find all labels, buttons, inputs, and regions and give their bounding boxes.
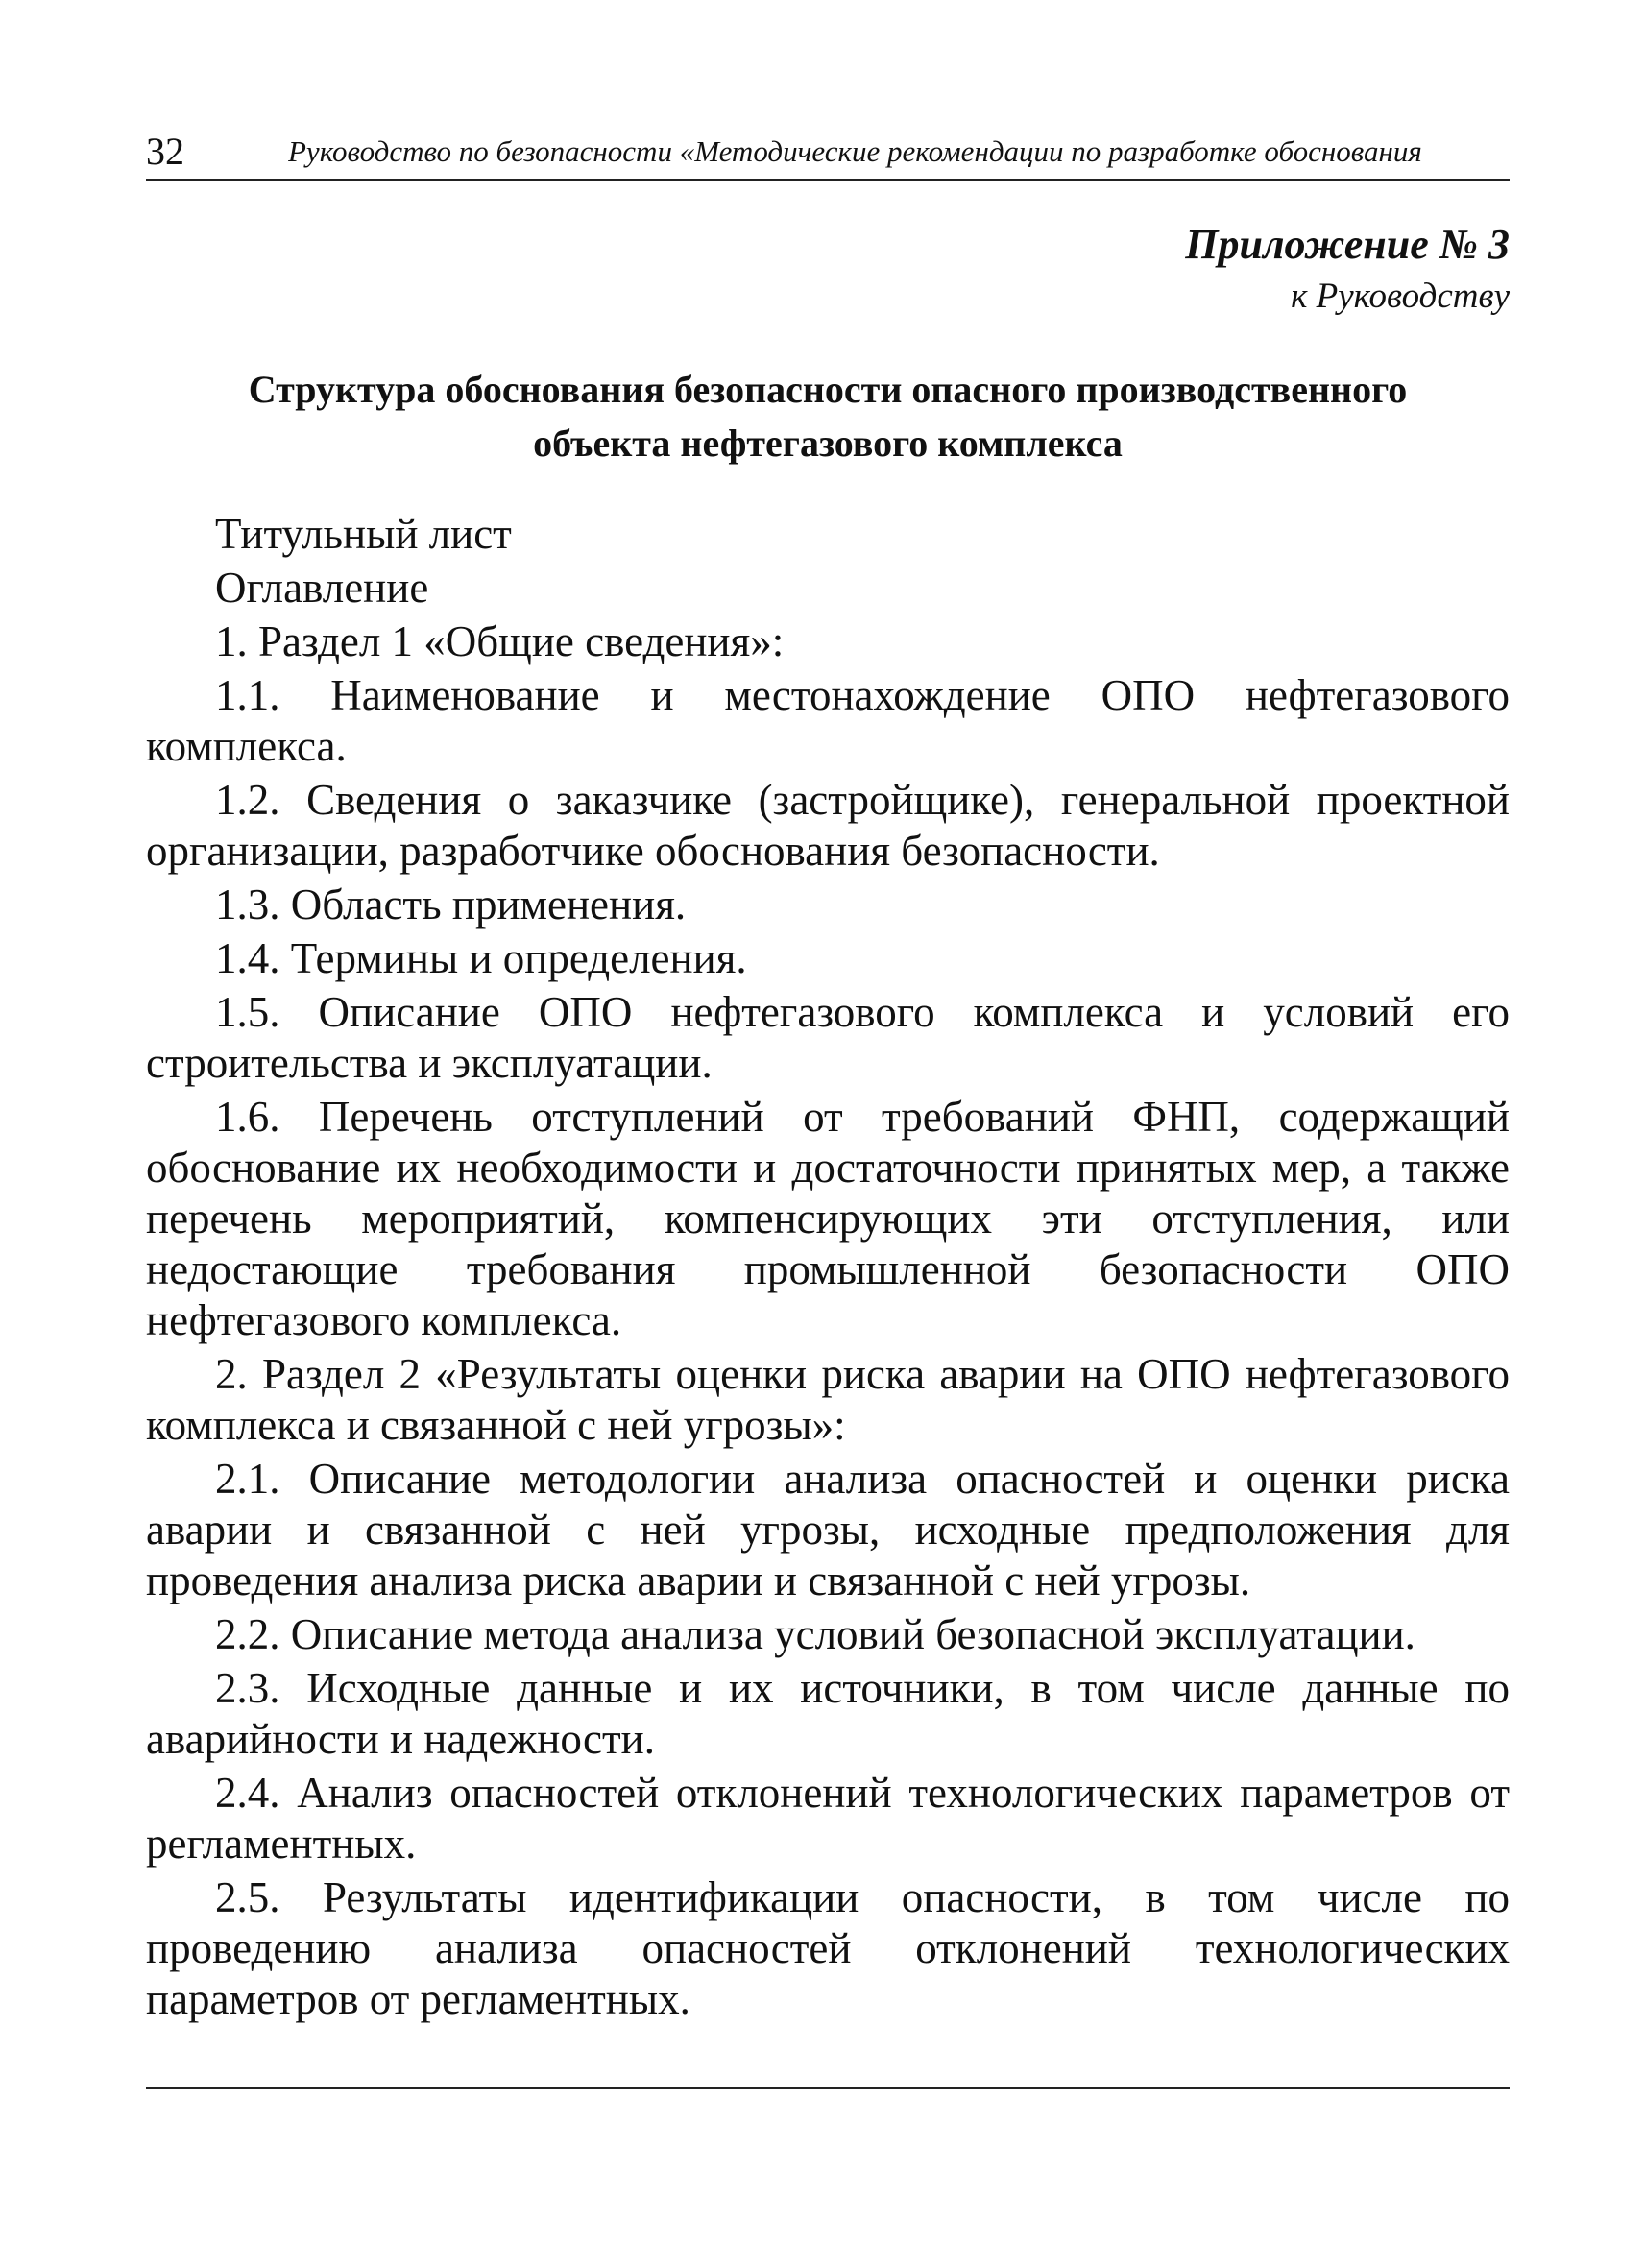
document-title-line-2: объекта нефтегазового комплекса xyxy=(533,422,1123,465)
list-item: 2.5. Результаты идентификации опасности, в том числе по проведению анализа опасностей отклонений технологических параметров от регламентных. xyxy=(146,1873,1510,2023)
appendix-subtitle: к Руководству xyxy=(1291,277,1510,316)
bottom-divider xyxy=(146,2087,1510,2089)
page-number: 32 xyxy=(146,130,184,173)
document-title xyxy=(146,363,1510,470)
list-item: 1.1. Наименование и местонахождение ОПО нефтегазового комплекса. xyxy=(146,671,1510,770)
list-item: 1.5. Описание ОПО нефтегазового комплекса и условий его строительства и эксплуатации. xyxy=(146,988,1510,1087)
list-item: Титульный лист xyxy=(215,510,512,558)
document-page xyxy=(146,123,1510,2028)
list-item: Оглавление xyxy=(215,564,429,612)
list-item: 1.3. Область применения. xyxy=(215,881,687,929)
document-body xyxy=(146,509,1510,2025)
document-title-line-1: Структура обоснования безопасности опасного производственного xyxy=(248,368,1408,411)
list-item: 2.1. Описание методологии анализа опасностей и оценки риска аварии и связанной с ней угрозы, исходные предположения для проведения анализа риска аварии и связанной с ней угрозы. xyxy=(146,1455,1510,1604)
running-header xyxy=(146,123,1510,181)
list-item: 2.3. Исходные данные и их источники, в том числе данные по аварийности и надежности. xyxy=(146,1664,1510,1763)
list-item: 2.4. Анализ опасностей отклонений технологических параметров от регламентных. xyxy=(146,1769,1510,1868)
list-item: 1.6. Перечень отступлений от требований ФНП, содержащий обоснование их необходимости и достаточности принятых мер, а также перечень мероприятий, компенсирующих эти отступления, или недостающие требования промышленной безопасности ОПО нефтегазового комплекса. xyxy=(146,1093,1510,1344)
list-item: 1.4. Термины и определения. xyxy=(215,934,747,982)
appendix-title: Приложение № 3 xyxy=(1185,221,1510,268)
running-title: Руководство по безопасности «Методические рекомендации по разработке обоснования xyxy=(288,134,1422,168)
appendix-block xyxy=(146,217,1510,321)
list-item: 2.2. Описание метода анализа условий безопасной эксплуатации. xyxy=(215,1610,1415,1658)
list-item: 1. Раздел 1 «Общие сведения»: xyxy=(215,617,785,665)
list-item: 2. Раздел 2 «Результаты оценки риска аварии на ОПО нефтегазового комплекса и связанной с ней угрозы»: xyxy=(146,1350,1510,1449)
list-item: 1.2. Сведения о заказчике (застройщике), генеральной проектной организации, разработчике обоснования безопасности. xyxy=(146,776,1510,875)
